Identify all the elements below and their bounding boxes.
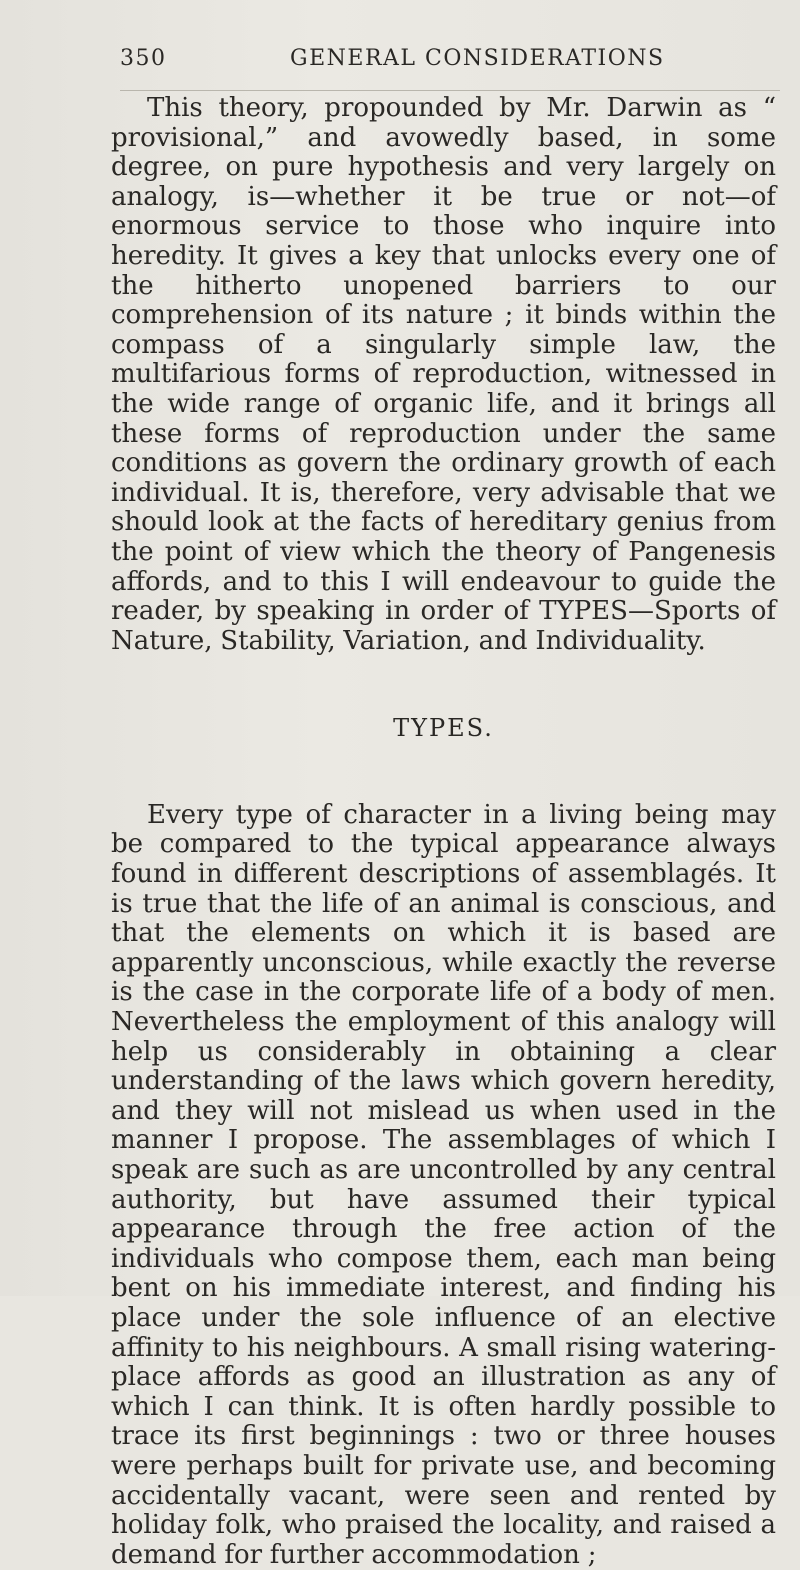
section-heading-types: TYPES.	[393, 714, 494, 743]
paragraph-intro: This theory, propounded by Mr. Darwin as “ provisional,” and avowedly based, in some degree, on pure hypothesis and very largely on analogy, is—whether it be true or not—of enormous service to those who inquire into heredity. It gives a key that unlocks every one of the hitherto unopened barriers to our comprehension of its nature ; it binds within the compass of a singularly simple law, the multifarious forms of reproduction, witnessed in the wide range of organic life, and it brings all these forms of reproduction under the same conditions as govern the ordinary growth of each individual. It is, therefore, very advisable that we should look at the facts of hereditary genius from the point of view which the theory of Pangenesis affords, and to this I will endeavour to guide the reader, by speaking in order of TYPES—Sports of Nature, Stability, Variation, and Individuality.	[111, 93, 776, 656]
running-title: GENERAL CONSIDERATIONS	[290, 46, 665, 71]
header-rule	[120, 90, 780, 91]
body-text	[111, 94, 776, 1570]
page-number: 350	[120, 46, 167, 71]
page-header	[120, 46, 800, 86]
paragraph-types: Every type of character in a living being may be compared to the typical appearance always found in different descriptions of assemblagés. It is true that the life of an animal is conscious, and that the elements on which it is based are apparently unconscious, while exactly the reverse is the case in the corporate life of a body of men. Nevertheless the employment of this analogy will help us considerably in obtaining a clear understanding of the laws which govern heredity, and they will not mislead us when used in the manner I propose. The assemblages of which I speak are such as are uncontrolled by any central authority, but have assumed their typical appearance through the free action of the individuals who compose them, each man being bent on his immediate interest, and finding his place under the sole influence of an elective affinity to his neighbours. A small rising watering-place affords as good an illustration as any of which I can think. It is often hardly possible to trace its first beginnings : two or three houses were perhaps built for private use, and becoming accidentally vacant, were seen and rented by holiday folk, who praised the locality, and raised a demand for further accommodation ;	[111, 799, 776, 1570]
